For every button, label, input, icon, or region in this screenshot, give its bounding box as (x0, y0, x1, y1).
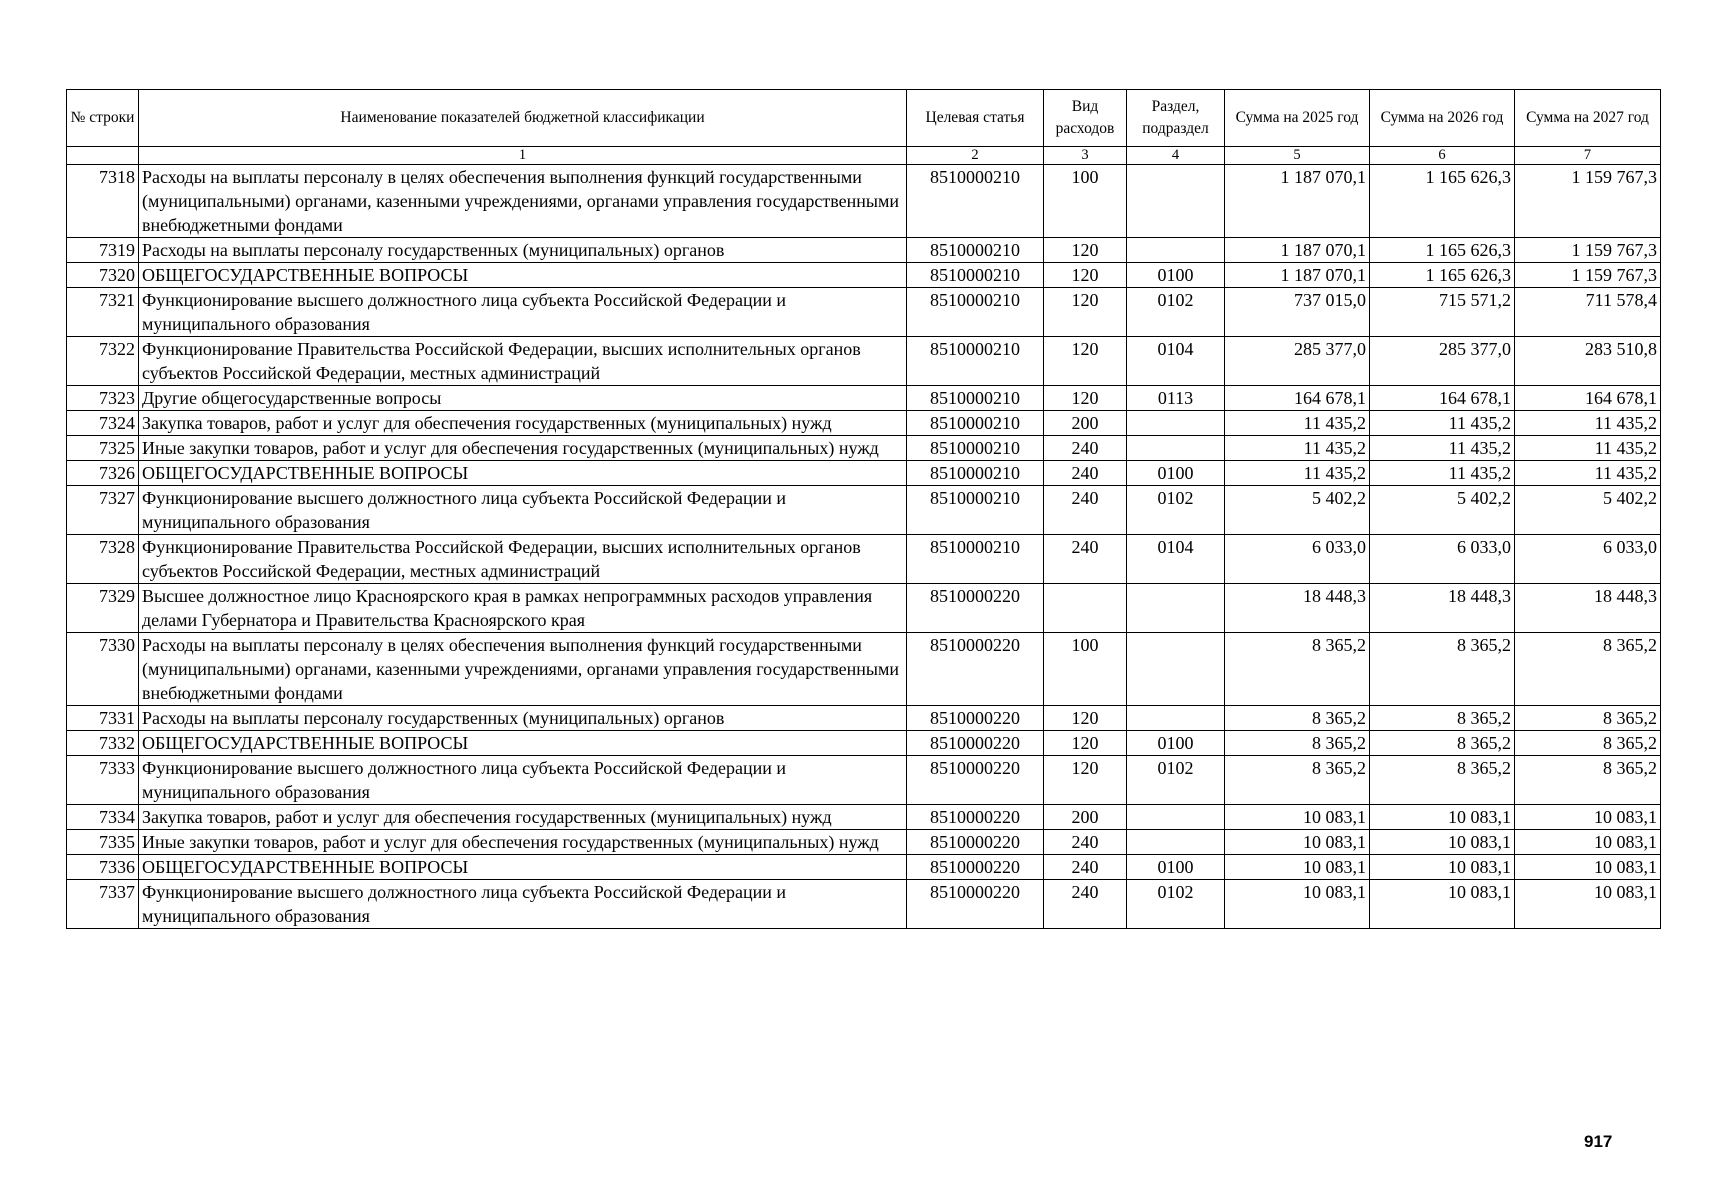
section-cell: 0102 (1127, 486, 1225, 535)
sum-2027-cell: 8 365,2 (1515, 731, 1661, 756)
sum-2025-cell: 8 365,2 (1225, 756, 1370, 805)
section-cell: 0100 (1127, 461, 1225, 486)
table-row (67, 386, 1661, 411)
expense-type-cell: 200 (1044, 411, 1127, 436)
target-article-cell: 8510000220 (907, 855, 1044, 880)
sum-2027-cell: 11 435,2 (1515, 461, 1661, 486)
table-header (67, 90, 1661, 165)
header-row-no: № строки (67, 90, 139, 147)
section-cell (1127, 633, 1225, 706)
sum-2027-cell: 283 510,8 (1515, 337, 1661, 386)
sum-2025-cell: 8 365,2 (1225, 731, 1370, 756)
sum-2027-cell: 18 448,3 (1515, 584, 1661, 633)
sum-2027-cell: 8 365,2 (1515, 633, 1661, 706)
sum-2025-cell: 1 187 070,1 (1225, 165, 1370, 238)
column-number: 3 (1044, 147, 1127, 165)
row-number-cell: 7321 (67, 288, 139, 337)
indicator-name-cell: Высшее должностное лицо Красноярского края в рамках непрограммных расходов управления делами Губернатора и Правительства Красноярского края (139, 584, 907, 633)
indicator-name-cell: Функционирование высшего должностного лица субъекта Российской Федерации и муниципального образования (139, 486, 907, 535)
sum-2026-cell: 11 435,2 (1370, 436, 1515, 461)
target-article-cell: 8510000210 (907, 238, 1044, 263)
sum-2026-cell: 715 571,2 (1370, 288, 1515, 337)
sum-2027-cell: 10 083,1 (1515, 855, 1661, 880)
section-cell: 0104 (1127, 535, 1225, 584)
indicator-name-cell: Функционирование Правительства Российской Федерации, высших исполнительных органов субъектов Российской Федерации, местных администраций (139, 535, 907, 584)
table-row (67, 855, 1661, 880)
expense-type-cell: 240 (1044, 436, 1127, 461)
row-number-cell: 7318 (67, 165, 139, 238)
sum-2025-cell: 11 435,2 (1225, 411, 1370, 436)
section-cell: 0102 (1127, 756, 1225, 805)
sum-2027-cell: 1 159 767,3 (1515, 263, 1661, 288)
target-article-cell: 8510000210 (907, 436, 1044, 461)
indicator-name-cell: Иные закупки товаров, работ и услуг для обеспечения государственных (муниципальных) нужд (139, 830, 907, 855)
table-row (67, 830, 1661, 855)
table-row (67, 411, 1661, 436)
sum-2026-cell: 6 033,0 (1370, 535, 1515, 584)
sum-2026-cell: 10 083,1 (1370, 805, 1515, 830)
expense-type-cell: 120 (1044, 756, 1127, 805)
target-article-cell: 8510000210 (907, 263, 1044, 288)
row-number-cell: 7328 (67, 535, 139, 584)
row-number-cell: 7325 (67, 436, 139, 461)
header-row (67, 90, 1661, 147)
sum-2025-cell: 5 402,2 (1225, 486, 1370, 535)
expense-type-cell: 120 (1044, 386, 1127, 411)
sum-2026-cell: 10 083,1 (1370, 880, 1515, 929)
sum-2025-cell: 10 083,1 (1225, 880, 1370, 929)
expense-type-cell: 120 (1044, 288, 1127, 337)
column-number: 6 (1370, 147, 1515, 165)
sum-2026-cell: 164 678,1 (1370, 386, 1515, 411)
row-number-cell: 7335 (67, 830, 139, 855)
section-cell: 0100 (1127, 263, 1225, 288)
table-row (67, 633, 1661, 706)
column-number (67, 147, 139, 165)
indicator-name-cell: Расходы на выплаты персоналу государственных (муниципальных) органов (139, 238, 907, 263)
sum-2026-cell: 8 365,2 (1370, 731, 1515, 756)
target-article-cell: 8510000210 (907, 288, 1044, 337)
row-number-cell: 7337 (67, 880, 139, 929)
sum-2027-cell: 10 083,1 (1515, 830, 1661, 855)
row-number-cell: 7334 (67, 805, 139, 830)
expense-type-cell: 100 (1044, 165, 1127, 238)
section-cell (1127, 805, 1225, 830)
sum-2026-cell: 11 435,2 (1370, 461, 1515, 486)
target-article-cell: 8510000220 (907, 584, 1044, 633)
indicator-name-cell: ОБЩЕГОСУДАРСТВЕННЫЕ ВОПРОСЫ (139, 855, 907, 880)
budget-table (66, 89, 1661, 929)
sum-2027-cell: 8 365,2 (1515, 756, 1661, 805)
section-cell (1127, 584, 1225, 633)
indicator-name-cell: Функционирование высшего должностного лица субъекта Российской Федерации и муниципального образования (139, 288, 907, 337)
expense-type-cell: 120 (1044, 706, 1127, 731)
sum-2026-cell: 18 448,3 (1370, 584, 1515, 633)
target-article-cell: 8510000210 (907, 486, 1044, 535)
indicator-name-cell: ОБЩЕГОСУДАРСТВЕННЫЕ ВОПРОСЫ (139, 263, 907, 288)
expense-type-cell: 240 (1044, 486, 1127, 535)
sum-2025-cell: 10 083,1 (1225, 830, 1370, 855)
expense-type-cell: 240 (1044, 535, 1127, 584)
column-number-row (67, 147, 1661, 165)
sum-2025-cell: 737 015,0 (1225, 288, 1370, 337)
table-row (67, 756, 1661, 805)
indicator-name-cell: Расходы на выплаты персоналу государственных (муниципальных) органов (139, 706, 907, 731)
expense-type-cell: 120 (1044, 731, 1127, 756)
sum-2027-cell: 164 678,1 (1515, 386, 1661, 411)
sum-2026-cell: 11 435,2 (1370, 411, 1515, 436)
sum-2025-cell: 164 678,1 (1225, 386, 1370, 411)
row-number-cell: 7324 (67, 411, 139, 436)
expense-type-cell (1044, 584, 1127, 633)
sum-2026-cell: 10 083,1 (1370, 855, 1515, 880)
row-number-cell: 7333 (67, 756, 139, 805)
section-cell (1127, 165, 1225, 238)
table-row (67, 486, 1661, 535)
row-number-cell: 7330 (67, 633, 139, 706)
sum-2025-cell: 8 365,2 (1225, 633, 1370, 706)
table-row (67, 165, 1661, 238)
table-row (67, 731, 1661, 756)
table-row (67, 288, 1661, 337)
indicator-name-cell: Функционирование высшего должностного лица субъекта Российской Федерации и муниципального образования (139, 756, 907, 805)
table-row (67, 706, 1661, 731)
target-article-cell: 8510000220 (907, 731, 1044, 756)
indicator-name-cell: ОБЩЕГОСУДАРСТВЕННЫЕ ВОПРОСЫ (139, 731, 907, 756)
sum-2027-cell: 10 083,1 (1515, 880, 1661, 929)
page-number: 917 (1584, 1132, 1613, 1151)
indicator-name-cell: ОБЩЕГОСУДАРСТВЕННЫЕ ВОПРОСЫ (139, 461, 907, 486)
sum-2027-cell: 5 402,2 (1515, 486, 1661, 535)
expense-type-cell: 120 (1044, 238, 1127, 263)
sum-2026-cell: 10 083,1 (1370, 830, 1515, 855)
target-article-cell: 8510000220 (907, 805, 1044, 830)
indicator-name-cell: Другие общегосударственные вопросы (139, 386, 907, 411)
indicator-name-cell: Закупка товаров, работ и услуг для обеспечения государственных (муниципальных) нужд (139, 411, 907, 436)
target-article-cell: 8510000220 (907, 830, 1044, 855)
table-row (67, 263, 1661, 288)
target-article-cell: 8510000210 (907, 165, 1044, 238)
indicator-name-cell: Иные закупки товаров, работ и услуг для обеспечения государственных (муниципальных) нужд (139, 436, 907, 461)
expense-type-cell: 240 (1044, 461, 1127, 486)
row-number-cell: 7331 (67, 706, 139, 731)
sum-2025-cell: 10 083,1 (1225, 855, 1370, 880)
indicator-name-cell: Расходы на выплаты персоналу в целях обеспечения выполнения функций государственными (муниципальными) органами, казенными учреждениями, органами управления государственными внебюджетными фондами (139, 633, 907, 706)
expense-type-cell: 200 (1044, 805, 1127, 830)
row-number-cell: 7329 (67, 584, 139, 633)
row-number-cell: 7332 (67, 731, 139, 756)
row-number-cell: 7322 (67, 337, 139, 386)
section-cell: 0113 (1127, 386, 1225, 411)
table-row (67, 584, 1661, 633)
section-cell (1127, 436, 1225, 461)
indicator-name-cell: Функционирование высшего должностного лица субъекта Российской Федерации и муниципального образования (139, 880, 907, 929)
section-cell: 0100 (1127, 731, 1225, 756)
sum-2025-cell: 18 448,3 (1225, 584, 1370, 633)
row-number-cell: 7319 (67, 238, 139, 263)
sum-2025-cell: 11 435,2 (1225, 461, 1370, 486)
header-sum-2027: Сумма на 2027 год (1515, 90, 1661, 147)
row-number-cell: 7336 (67, 855, 139, 880)
table-row (67, 436, 1661, 461)
sum-2025-cell: 8 365,2 (1225, 706, 1370, 731)
target-article-cell: 8510000210 (907, 411, 1044, 436)
sum-2027-cell: 11 435,2 (1515, 436, 1661, 461)
section-cell: 0102 (1127, 288, 1225, 337)
sum-2026-cell: 1 165 626,3 (1370, 165, 1515, 238)
header-name: Наименование показателей бюджетной классификации (139, 90, 907, 147)
column-number: 7 (1515, 147, 1661, 165)
sum-2025-cell: 6 033,0 (1225, 535, 1370, 584)
section-cell (1127, 706, 1225, 731)
expense-type-cell: 120 (1044, 263, 1127, 288)
target-article-cell: 8510000220 (907, 756, 1044, 805)
sum-2026-cell: 1 165 626,3 (1370, 263, 1515, 288)
target-article-cell: 8510000210 (907, 386, 1044, 411)
sum-2025-cell: 11 435,2 (1225, 436, 1370, 461)
header-sum-2025: Сумма на 2025 год (1225, 90, 1370, 147)
sum-2025-cell: 285 377,0 (1225, 337, 1370, 386)
section-cell: 0102 (1127, 880, 1225, 929)
target-article-cell: 8510000220 (907, 880, 1044, 929)
table-row (67, 535, 1661, 584)
expense-type-cell: 100 (1044, 633, 1127, 706)
sum-2026-cell: 8 365,2 (1370, 706, 1515, 731)
column-number: 1 (139, 147, 907, 165)
table-row (67, 337, 1661, 386)
sum-2026-cell: 1 165 626,3 (1370, 238, 1515, 263)
target-article-cell: 8510000220 (907, 706, 1044, 731)
section-cell (1127, 411, 1225, 436)
row-number-cell: 7320 (67, 263, 139, 288)
header-expense-type: Вид расходов (1044, 90, 1127, 147)
section-cell: 0104 (1127, 337, 1225, 386)
target-article-cell: 8510000210 (907, 461, 1044, 486)
sum-2027-cell: 10 083,1 (1515, 805, 1661, 830)
column-number: 5 (1225, 147, 1370, 165)
sum-2025-cell: 1 187 070,1 (1225, 238, 1370, 263)
sum-2026-cell: 8 365,2 (1370, 633, 1515, 706)
sum-2027-cell: 1 159 767,3 (1515, 165, 1661, 238)
sum-2027-cell: 11 435,2 (1515, 411, 1661, 436)
table-row (67, 805, 1661, 830)
section-cell (1127, 830, 1225, 855)
row-number-cell: 7327 (67, 486, 139, 535)
sum-2026-cell: 8 365,2 (1370, 756, 1515, 805)
expense-type-cell: 120 (1044, 337, 1127, 386)
target-article-cell: 8510000210 (907, 535, 1044, 584)
expense-type-cell: 240 (1044, 830, 1127, 855)
sum-2025-cell: 1 187 070,1 (1225, 263, 1370, 288)
target-article-cell: 8510000220 (907, 633, 1044, 706)
indicator-name-cell: Закупка товаров, работ и услуг для обеспечения государственных (муниципальных) нужд (139, 805, 907, 830)
sum-2027-cell: 1 159 767,3 (1515, 238, 1661, 263)
sum-2026-cell: 285 377,0 (1370, 337, 1515, 386)
row-number-cell: 7326 (67, 461, 139, 486)
sum-2026-cell: 5 402,2 (1370, 486, 1515, 535)
section-cell (1127, 238, 1225, 263)
section-cell: 0100 (1127, 855, 1225, 880)
target-article-cell: 8510000210 (907, 337, 1044, 386)
header-section: Раздел, подраздел (1127, 90, 1225, 147)
table-row (67, 238, 1661, 263)
expense-type-cell: 240 (1044, 880, 1127, 929)
header-sum-2026: Сумма на 2026 год (1370, 90, 1515, 147)
header-target: Целевая статья (907, 90, 1044, 147)
column-number: 4 (1127, 147, 1225, 165)
table-body (67, 165, 1661, 929)
row-number-cell: 7323 (67, 386, 139, 411)
indicator-name-cell: Функционирование Правительства Российской Федерации, высших исполнительных органов субъектов Российской Федерации, местных администраций (139, 337, 907, 386)
indicator-name-cell: Расходы на выплаты персоналу в целях обеспечения выполнения функций государственными (муниципальными) органами, казенными учреждениями, органами управления государственными внебюджетными фондами (139, 165, 907, 238)
table-row (67, 461, 1661, 486)
column-number: 2 (907, 147, 1044, 165)
expense-type-cell: 240 (1044, 855, 1127, 880)
sum-2027-cell: 6 033,0 (1515, 535, 1661, 584)
sum-2027-cell: 711 578,4 (1515, 288, 1661, 337)
sum-2027-cell: 8 365,2 (1515, 706, 1661, 731)
sum-2025-cell: 10 083,1 (1225, 805, 1370, 830)
table-row (67, 880, 1661, 929)
